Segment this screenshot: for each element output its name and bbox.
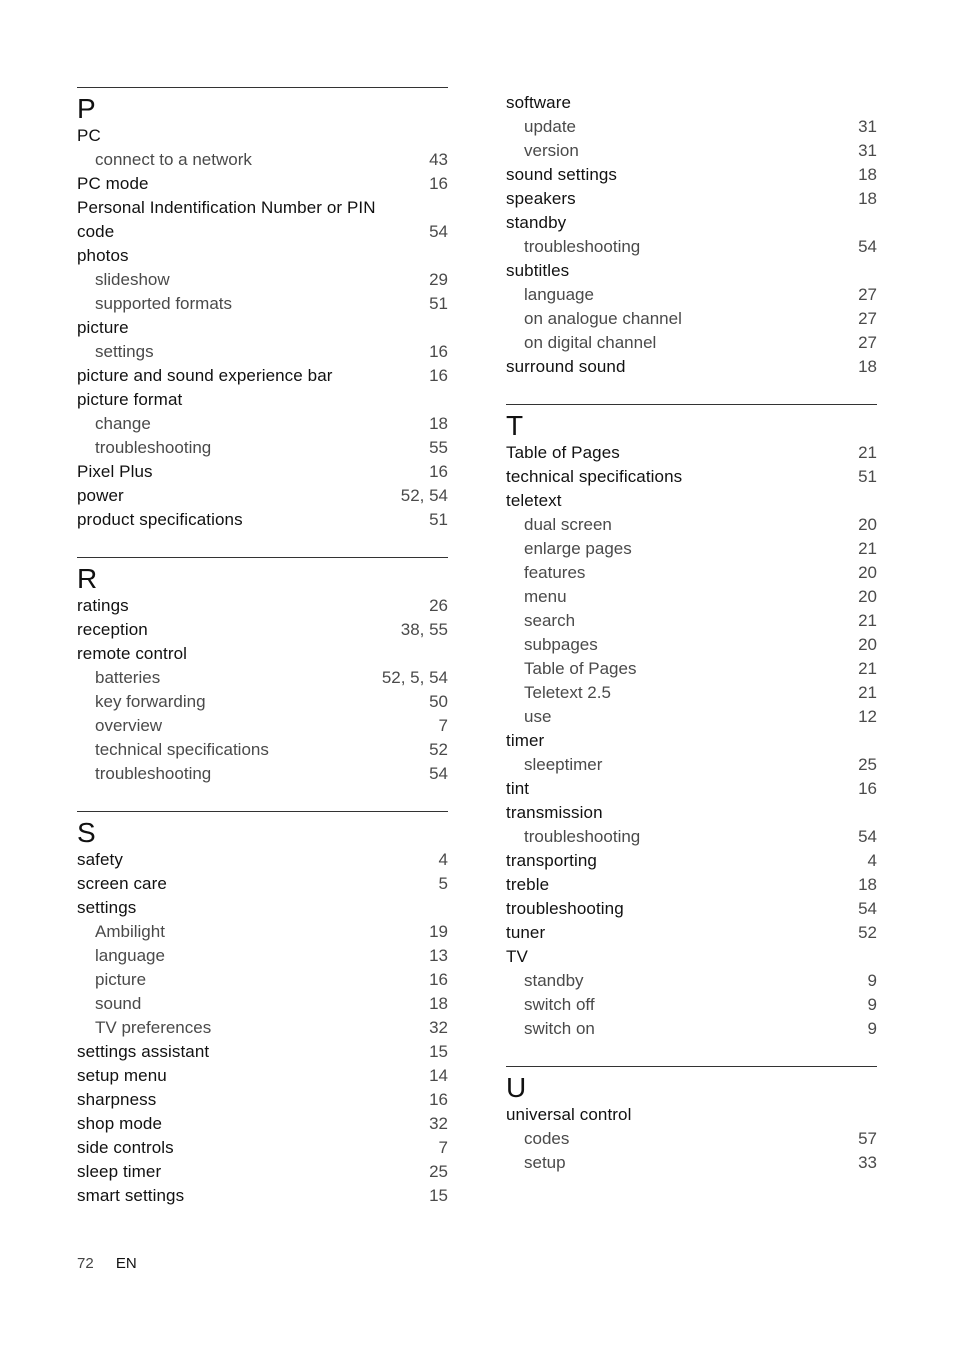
entry-term: picture bbox=[95, 970, 147, 989]
index-subentry bbox=[506, 1127, 877, 1151]
entry-term: search bbox=[524, 611, 576, 630]
entry-pages: 18 bbox=[429, 994, 448, 1013]
index-column-left bbox=[77, 87, 448, 1233]
entry-pages: 51 bbox=[429, 510, 448, 529]
entry-term: universal control bbox=[506, 1105, 632, 1124]
entry-term: subtitles bbox=[506, 261, 570, 280]
entry-pages: 21 bbox=[858, 539, 877, 558]
entry-pages: 51 bbox=[429, 294, 448, 313]
entry-term: shop mode bbox=[77, 1114, 163, 1133]
index-subentry bbox=[77, 920, 448, 944]
index-subentry bbox=[77, 738, 448, 762]
index-entry bbox=[506, 187, 877, 211]
entry-term: photos bbox=[77, 246, 129, 265]
index-subentry bbox=[77, 268, 448, 292]
entry-term: code bbox=[77, 222, 115, 241]
entry-term: tint bbox=[506, 779, 530, 798]
index-entry bbox=[506, 873, 877, 897]
entry-term: menu bbox=[524, 587, 567, 606]
entry-pages: 32 bbox=[429, 1018, 448, 1037]
index-entry bbox=[506, 211, 877, 235]
index-subentry bbox=[506, 513, 877, 537]
index-entry bbox=[77, 848, 448, 872]
entry-pages: 54 bbox=[429, 764, 448, 783]
entry-term: PC mode bbox=[77, 174, 149, 193]
index-subentry bbox=[77, 714, 448, 738]
index-entry bbox=[77, 244, 448, 268]
index-entry bbox=[77, 1088, 448, 1112]
entry-term: product specifications bbox=[77, 510, 243, 529]
index-section bbox=[77, 811, 448, 1208]
index-subentry bbox=[506, 825, 877, 849]
index-entry bbox=[77, 220, 448, 244]
index-entry bbox=[506, 441, 877, 465]
index-subentry bbox=[506, 561, 877, 585]
entry-pages: 16 bbox=[429, 462, 448, 481]
index-entry bbox=[77, 172, 448, 196]
entry-pages: 31 bbox=[858, 141, 877, 160]
entry-pages: 9 bbox=[867, 971, 877, 990]
entry-term: on analogue channel bbox=[524, 309, 682, 328]
index-subentry bbox=[506, 609, 877, 633]
entry-pages: 20 bbox=[858, 587, 877, 606]
entry-term: subpages bbox=[524, 635, 598, 654]
entry-term: switch on bbox=[524, 1019, 595, 1038]
entry-term: use bbox=[524, 707, 552, 726]
index-subentry bbox=[506, 993, 877, 1017]
entry-term: safety bbox=[77, 850, 123, 869]
entry-pages: 21 bbox=[858, 611, 877, 630]
index-entry bbox=[506, 921, 877, 945]
index-subentry bbox=[506, 657, 877, 681]
entry-term: slideshow bbox=[95, 270, 170, 289]
index-subentry bbox=[506, 633, 877, 657]
entry-term: on digital channel bbox=[524, 333, 657, 352]
entry-pages: 52 bbox=[429, 740, 448, 759]
index-entry bbox=[506, 259, 877, 283]
entry-term: dual screen bbox=[524, 515, 612, 534]
index-entry bbox=[506, 489, 877, 513]
index-subentry bbox=[506, 705, 877, 729]
entry-pages: 51 bbox=[858, 467, 877, 486]
entry-term: language bbox=[524, 285, 594, 304]
entry-pages: 4 bbox=[438, 850, 448, 869]
entry-term: technical specifications bbox=[506, 467, 683, 486]
entry-term: settings bbox=[95, 342, 154, 361]
entry-term: treble bbox=[506, 875, 550, 894]
index-section bbox=[506, 1066, 877, 1175]
index-entry bbox=[77, 508, 448, 532]
entry-pages: 54 bbox=[858, 237, 877, 256]
language-code: EN bbox=[115, 1255, 137, 1272]
index-subentry bbox=[506, 969, 877, 993]
entry-term: Personal Indentification Number or PIN bbox=[77, 198, 376, 217]
entry-term: timer bbox=[506, 731, 545, 750]
entry-term: transmission bbox=[506, 803, 603, 822]
entry-pages: 21 bbox=[858, 443, 877, 462]
section-letter: S bbox=[77, 817, 96, 848]
index-subentry bbox=[506, 331, 877, 355]
entry-term: troubleshooting bbox=[524, 827, 641, 846]
page-footer bbox=[77, 1255, 137, 1272]
entry-pages: 25 bbox=[429, 1162, 448, 1181]
entry-pages: 12 bbox=[858, 707, 877, 726]
index-subentry bbox=[506, 537, 877, 561]
index-subentry bbox=[506, 753, 877, 777]
entry-pages: 52 bbox=[858, 923, 877, 942]
entry-term: Pixel Plus bbox=[77, 462, 153, 481]
entry-pages: 32 bbox=[429, 1114, 448, 1133]
index-entry bbox=[506, 849, 877, 873]
entry-pages: 19 bbox=[429, 922, 448, 941]
index-section bbox=[77, 87, 448, 532]
entry-pages: 33 bbox=[858, 1153, 877, 1172]
entry-term: troubleshooting bbox=[95, 438, 212, 457]
index-entry bbox=[77, 1112, 448, 1136]
index-subentry bbox=[506, 139, 877, 163]
entry-pages: 5 bbox=[438, 874, 448, 893]
entry-term: troubleshooting bbox=[506, 899, 624, 918]
entry-term: setup bbox=[524, 1153, 566, 1172]
entry-term: remote control bbox=[77, 644, 188, 663]
index-subentry bbox=[506, 1017, 877, 1041]
entry-term: sound bbox=[95, 994, 142, 1013]
index-entry bbox=[77, 594, 448, 618]
entry-term: smart settings bbox=[77, 1186, 185, 1205]
entry-pages: 25 bbox=[858, 755, 877, 774]
index-section bbox=[506, 87, 877, 379]
entry-term: troubleshooting bbox=[524, 237, 641, 256]
index-section bbox=[77, 557, 448, 786]
entry-term: standby bbox=[524, 971, 584, 990]
index-entry bbox=[506, 163, 877, 187]
index-subentry bbox=[77, 992, 448, 1016]
entry-pages: 52, 5, 54 bbox=[381, 668, 448, 687]
entry-term: PC bbox=[77, 126, 101, 145]
entry-pages: 18 bbox=[858, 875, 877, 894]
entry-pages: 20 bbox=[858, 515, 877, 534]
entry-term: settings bbox=[77, 898, 137, 917]
index-entry bbox=[77, 642, 448, 666]
entry-pages: 54 bbox=[429, 222, 448, 241]
index-subentry bbox=[77, 944, 448, 968]
entry-term: teletext bbox=[506, 491, 562, 510]
entry-term: sleeptimer bbox=[524, 755, 603, 774]
index-entry bbox=[506, 945, 877, 969]
entry-term: Table of Pages bbox=[524, 659, 637, 678]
index-entry bbox=[77, 1040, 448, 1064]
index-entry bbox=[506, 801, 877, 825]
index-subentry bbox=[77, 412, 448, 436]
entry-pages: 16 bbox=[429, 970, 448, 989]
entry-pages: 16 bbox=[858, 779, 877, 798]
entry-pages: 54 bbox=[858, 827, 877, 846]
entry-pages: 29 bbox=[429, 270, 448, 289]
entry-term: overview bbox=[95, 716, 163, 735]
index-subentry bbox=[77, 292, 448, 316]
index-subentry bbox=[77, 340, 448, 364]
entry-term: software bbox=[506, 93, 572, 112]
index-subentry bbox=[77, 1016, 448, 1040]
index-entry bbox=[77, 1184, 448, 1208]
section-letter: R bbox=[77, 563, 98, 594]
index-subentry bbox=[77, 666, 448, 690]
entry-term: batteries bbox=[95, 668, 161, 687]
index-subentry bbox=[77, 148, 448, 172]
index-entry bbox=[77, 1136, 448, 1160]
entry-pages: 9 bbox=[867, 995, 877, 1014]
entry-term: TV bbox=[506, 947, 528, 966]
section-letter: P bbox=[77, 93, 96, 124]
index-entry bbox=[77, 316, 448, 340]
entry-pages: 20 bbox=[858, 563, 877, 582]
entry-term: screen care bbox=[77, 874, 167, 893]
index-column-right bbox=[506, 87, 877, 1200]
index-entry bbox=[506, 729, 877, 753]
index-entry bbox=[506, 897, 877, 921]
section-letter: T bbox=[506, 410, 524, 441]
index-entry bbox=[77, 484, 448, 508]
index-entry bbox=[506, 777, 877, 801]
section-letter: U bbox=[506, 1072, 527, 1103]
entry-pages: 15 bbox=[429, 1186, 448, 1205]
entry-term: codes bbox=[524, 1129, 570, 1148]
entry-pages: 20 bbox=[858, 635, 877, 654]
entry-term: sleep timer bbox=[77, 1162, 162, 1181]
index-subentry bbox=[77, 968, 448, 992]
entry-term: connect to a network bbox=[95, 150, 252, 169]
index-entry bbox=[77, 1160, 448, 1184]
page-number: 72 bbox=[77, 1255, 94, 1272]
entry-term: change bbox=[95, 414, 151, 433]
index-entry bbox=[506, 355, 877, 379]
index-section bbox=[506, 404, 877, 1041]
entry-term: speakers bbox=[506, 189, 576, 208]
entry-pages: 27 bbox=[858, 285, 877, 304]
entry-pages: 16 bbox=[429, 1090, 448, 1109]
entry-pages: 18 bbox=[858, 165, 877, 184]
entry-term: surround sound bbox=[506, 357, 626, 376]
entry-pages: 21 bbox=[858, 659, 877, 678]
index-subentry bbox=[506, 235, 877, 259]
index-subentry bbox=[77, 762, 448, 786]
index-subentry bbox=[506, 115, 877, 139]
entry-term: sound settings bbox=[506, 165, 618, 184]
entry-pages: 18 bbox=[858, 189, 877, 208]
entry-term: supported formats bbox=[95, 294, 233, 313]
entry-term: power bbox=[77, 486, 124, 505]
entry-term: troubleshooting bbox=[95, 764, 212, 783]
entry-term: features bbox=[524, 563, 586, 582]
entry-pages: 27 bbox=[858, 333, 877, 352]
entry-pages: 13 bbox=[429, 946, 448, 965]
entry-term: side controls bbox=[77, 1138, 174, 1157]
entry-pages: 18 bbox=[429, 414, 448, 433]
index-subentry bbox=[506, 1151, 877, 1175]
entry-pages: 7 bbox=[438, 1138, 448, 1157]
entry-term: Ambilight bbox=[95, 922, 165, 941]
entry-term: reception bbox=[77, 620, 148, 639]
index-subentry bbox=[506, 585, 877, 609]
index-entry bbox=[77, 124, 448, 148]
entry-pages: 27 bbox=[858, 309, 877, 328]
entry-term: ratings bbox=[77, 596, 129, 615]
index-subentry bbox=[506, 283, 877, 307]
entry-term: version bbox=[524, 141, 579, 160]
entry-term: picture format bbox=[77, 390, 183, 409]
entry-pages: 31 bbox=[858, 117, 877, 136]
entry-pages: 54 bbox=[858, 899, 877, 918]
entry-pages: 16 bbox=[429, 366, 448, 385]
entry-pages: 26 bbox=[429, 596, 448, 615]
entry-pages: 7 bbox=[438, 716, 448, 735]
entry-term: tuner bbox=[506, 923, 546, 942]
index-entry bbox=[77, 896, 448, 920]
index-entry bbox=[77, 872, 448, 896]
index-entry bbox=[506, 91, 877, 115]
index-subentry bbox=[506, 681, 877, 705]
entry-term: key forwarding bbox=[95, 692, 206, 711]
entry-term: standby bbox=[506, 213, 567, 232]
entry-term: Table of Pages bbox=[506, 443, 620, 462]
index-entry bbox=[506, 1103, 877, 1127]
entry-pages: 15 bbox=[429, 1042, 448, 1061]
entry-pages: 16 bbox=[429, 342, 448, 361]
entry-pages: 4 bbox=[867, 851, 877, 870]
index-entry bbox=[506, 465, 877, 489]
entry-pages: 43 bbox=[429, 150, 448, 169]
index-entry bbox=[77, 618, 448, 642]
index-subentry bbox=[506, 307, 877, 331]
entry-pages: 9 bbox=[867, 1019, 877, 1038]
entry-term: settings assistant bbox=[77, 1042, 210, 1061]
entry-term: enlarge pages bbox=[524, 539, 632, 558]
entry-term: language bbox=[95, 946, 165, 965]
entry-pages: 21 bbox=[858, 683, 877, 702]
index-entry bbox=[77, 364, 448, 388]
entry-term: sharpness bbox=[77, 1090, 157, 1109]
index-entry bbox=[77, 196, 448, 220]
entry-term: technical specifications bbox=[95, 740, 269, 759]
entry-pages: 38, 55 bbox=[400, 620, 448, 639]
entry-term: TV preferences bbox=[95, 1018, 212, 1037]
entry-term: update bbox=[524, 117, 576, 136]
index-subentry bbox=[77, 436, 448, 460]
entry-pages: 50 bbox=[429, 692, 448, 711]
entry-term: setup menu bbox=[77, 1066, 167, 1085]
entry-pages: 14 bbox=[429, 1066, 448, 1085]
entry-pages: 18 bbox=[858, 357, 877, 376]
index-subentry bbox=[77, 690, 448, 714]
entry-pages: 16 bbox=[429, 174, 448, 193]
index-entry bbox=[77, 1064, 448, 1088]
entry-term: picture bbox=[77, 318, 129, 337]
entry-term: transporting bbox=[506, 851, 597, 870]
entry-term: Teletext 2.5 bbox=[524, 683, 611, 702]
entry-term: switch off bbox=[524, 995, 595, 1014]
index-entry bbox=[77, 460, 448, 484]
index-entry bbox=[77, 388, 448, 412]
entry-term: picture and sound experience bar bbox=[77, 366, 333, 385]
entry-pages: 57 bbox=[858, 1129, 877, 1148]
entry-pages: 52, 54 bbox=[400, 486, 448, 505]
entry-pages: 55 bbox=[429, 438, 448, 457]
